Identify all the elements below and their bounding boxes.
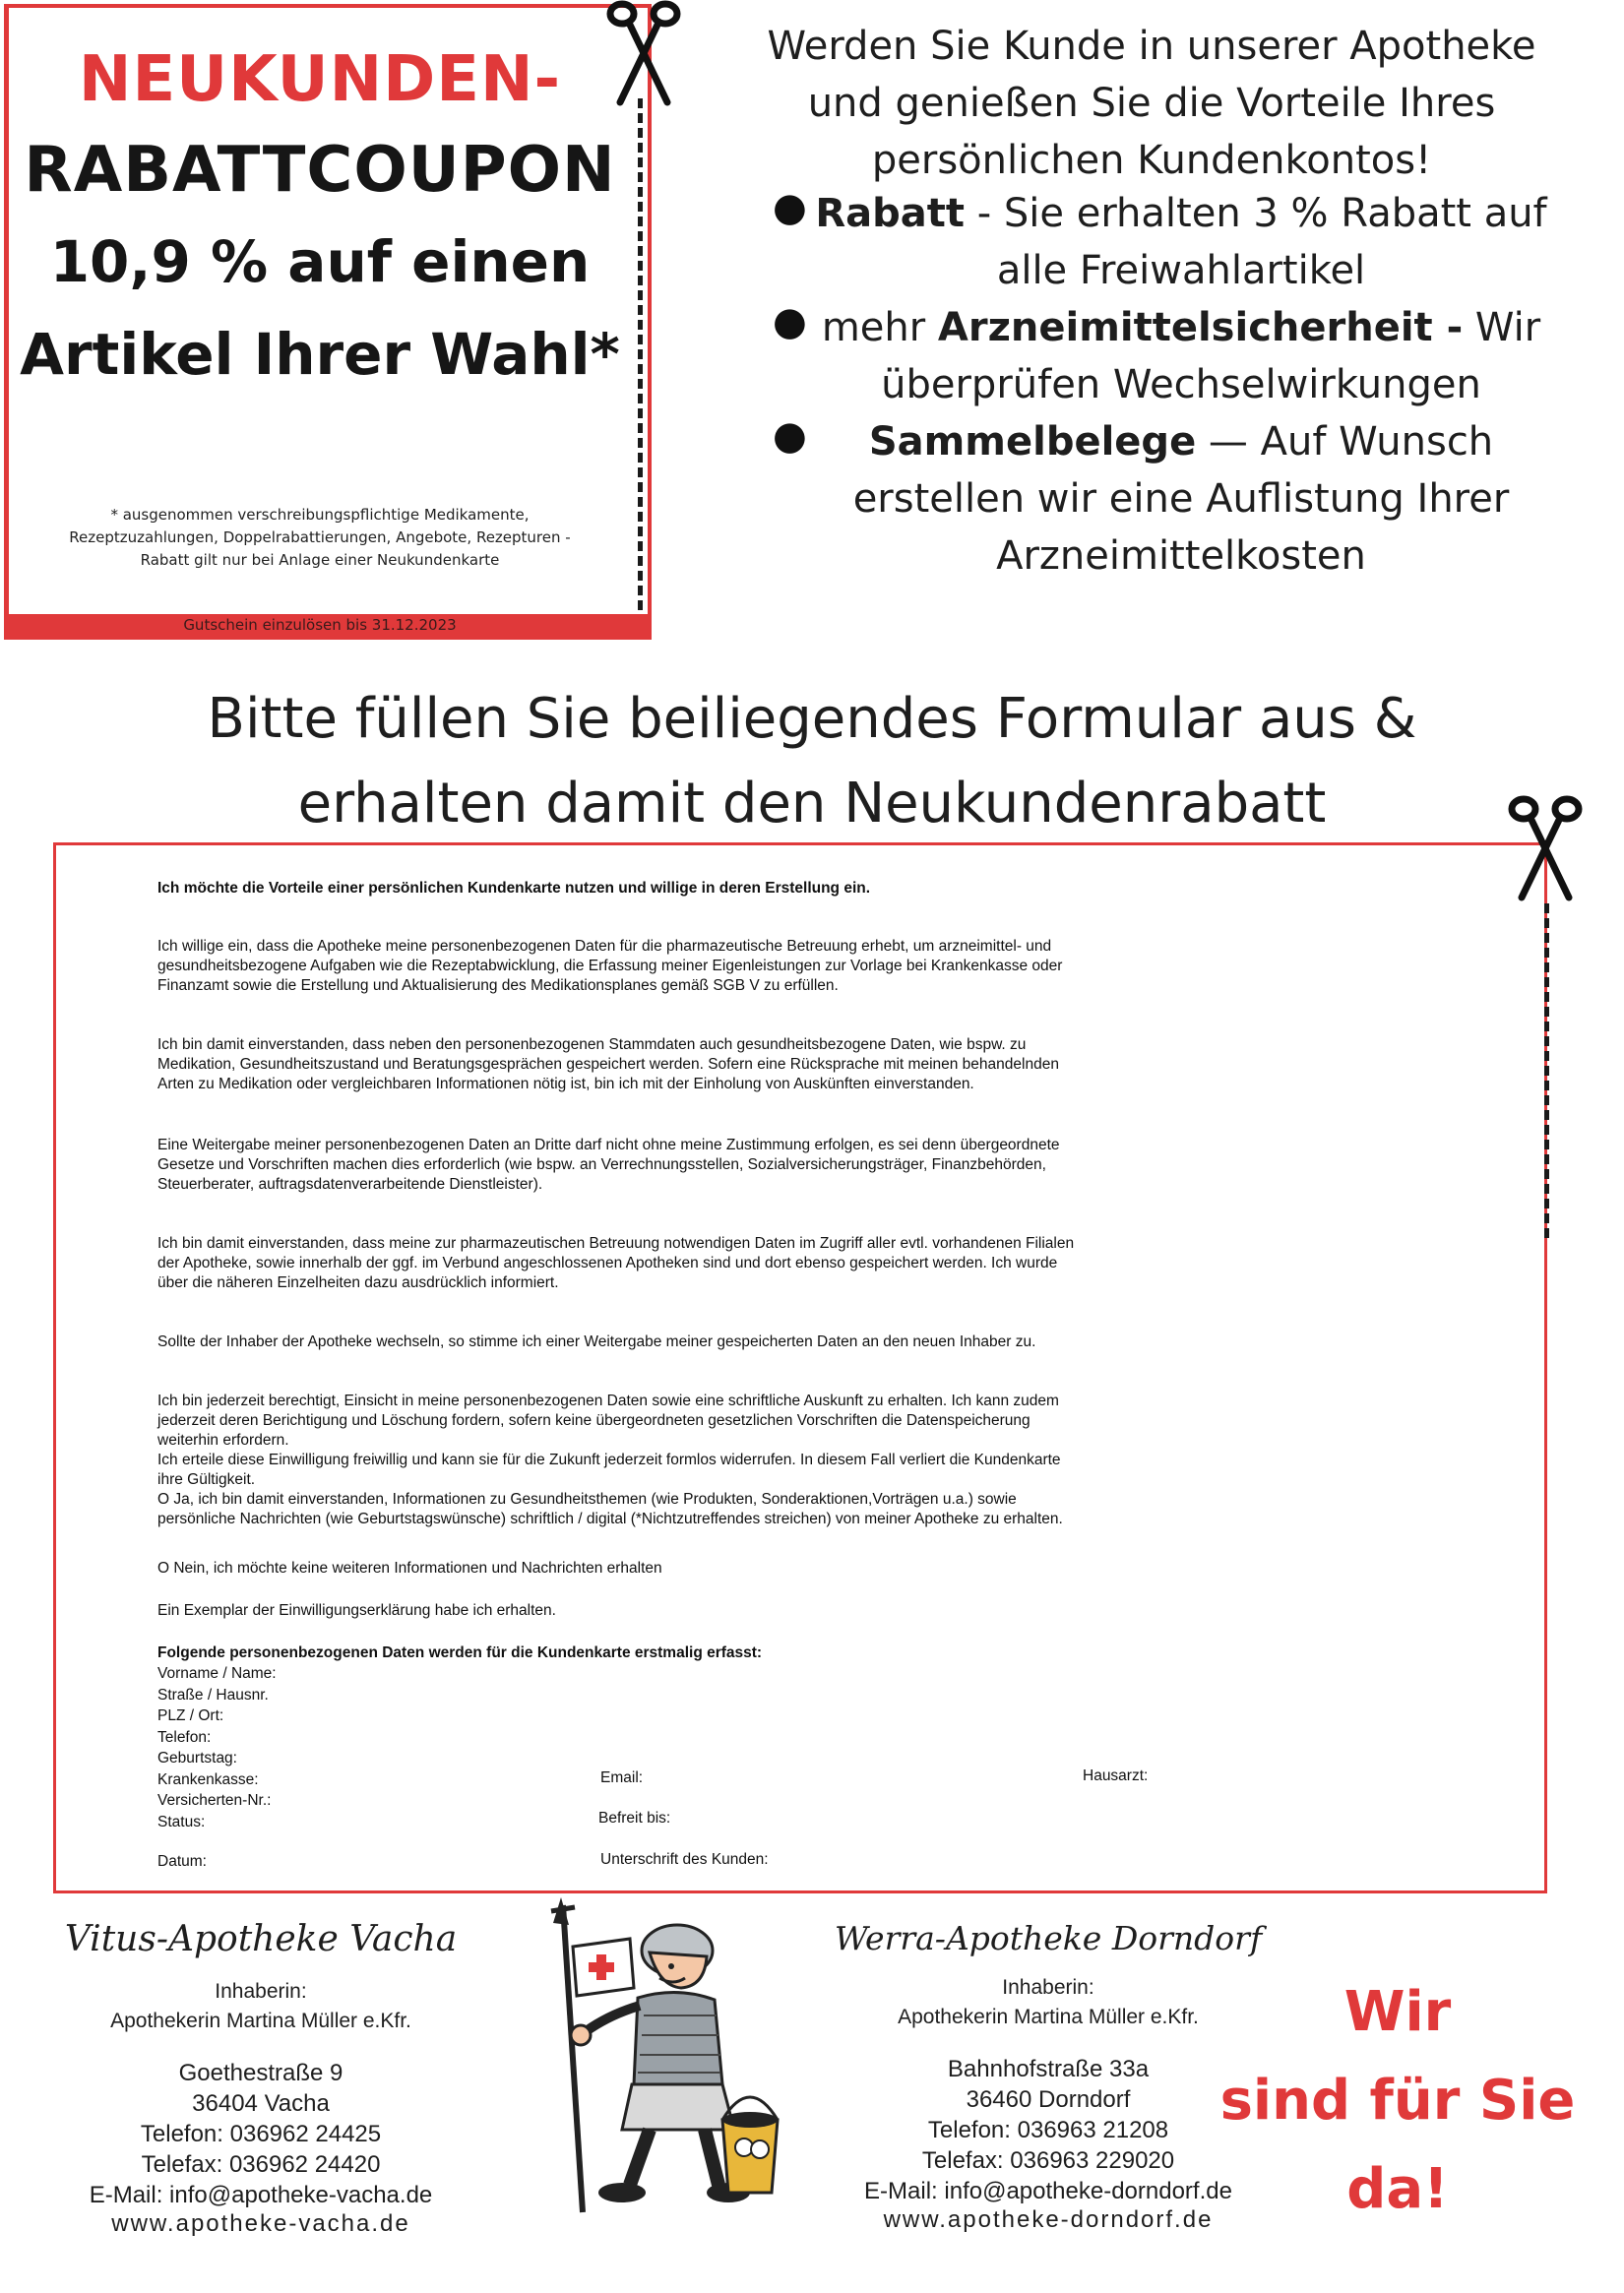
coupon-validity: Gutschein einzulösen bis 31.12.2023	[183, 616, 457, 634]
form-line: jederzeit deren Berichtigung und Löschung fordern, sofern keine übergeordneten gesetzlichen Vorschriften die Datenspeicherung	[157, 1412, 1031, 1429]
intro-line: persönlichen Kundenkontos!	[871, 138, 1432, 183]
form-line: Finanzamt sowie die Erstellung und Aktualisierung des Medikationsplanes gemäß SGB V zu erfüllen.	[157, 977, 839, 994]
benefit-sicherheit	[758, 299, 1604, 413]
field-unterschrift[interactable]: Unterschrift des Kunden:	[600, 1851, 769, 1868]
field-krankenkasse[interactable]: Krankenkasse:	[157, 1770, 259, 1788]
form-line: Medikation, Gesundheitszustand und Beratungsgesprächen gespeichert werden. Sofern eine Rücksprache mit meinen behandelnden	[157, 1056, 1059, 1073]
benefit-text: erstellen wir eine Auflistung Ihrer	[852, 476, 1510, 522]
tagline-line: da!	[1346, 2157, 1449, 2221]
store-name: Vitus-Apotheke Vacha	[64, 1919, 458, 1959]
intro-line: und genießen Sie die Vorteile Ihres	[807, 81, 1496, 126]
store-phone: Telefon: 036963 21208	[927, 2117, 1169, 2143]
intro-line: Werden Sie Kunde in unserer Apotheke	[767, 24, 1536, 69]
form-paragraph: Sollte der Inhaber der Apotheke wechseln, so stimme ich einer Weitergabe meiner gespeicherten Daten an den neuen Inhaber zu.	[157, 1333, 1036, 1350]
benefit-bold: Rabatt	[815, 191, 966, 236]
field-telefon[interactable]: Telefon:	[157, 1728, 212, 1746]
field-versicherten-nr[interactable]: Versicherten-Nr.:	[157, 1792, 272, 1809]
form-line: über die näheren Einzelheiten dazu ausdrücklich informiert.	[157, 1274, 559, 1291]
tagline	[1206, 1968, 1590, 2234]
benefit-text: — Auf Wunsch	[1196, 419, 1494, 465]
field-status[interactable]: Status:	[157, 1813, 206, 1830]
form-line: Gesetze und Vorschriften machen dies erforderlich (wie bspw. an Verrechnungsstellen, Sozialversicherungsträger, Finanzbehörden,	[157, 1156, 1046, 1173]
form-line: persönliche Nachrichten (wie Geburtstagswünsche) schriftlich / digital (*Nichtzutreffendes streichen) von meiner Apotheke zu erhalten.	[157, 1511, 1063, 1527]
form-line: der Apotheke, sowie innerhalb der ggf. im Verbund angeschlossenen Apotheken sind und dort ebenso gespeichert werden. Ich wurde	[157, 1255, 1058, 1271]
coupon-title-neukunden: NEUKUNDEN-	[78, 43, 562, 116]
store-street: Goethestraße 9	[178, 2060, 344, 2086]
store-owner-label: Inhaberin:	[215, 1980, 307, 2003]
benefit-text: Arzneimittelkosten	[996, 533, 1366, 579]
form-paragraph	[157, 1392, 1516, 1529]
benefit-text: - Sie erhalten 3 % Rabatt auf	[965, 191, 1547, 236]
field-plz-ort[interactable]: PLZ / Ort:	[157, 1707, 224, 1724]
bullet-icon: ●	[773, 299, 807, 344]
field-strasse[interactable]: Straße / Hausnr.	[157, 1686, 269, 1704]
form-paragraph	[157, 1136, 1516, 1195]
bullet-icon: ●	[773, 413, 807, 459]
coupon-footnote	[20, 504, 620, 572]
coupon-discount-line: 10,9 % auf einen	[49, 228, 591, 295]
no-option[interactable]: O Nein, ich möchte keine weiteren Informationen und Nachrichten erhalten	[157, 1560, 662, 1577]
coupon-cut-line	[638, 98, 643, 610]
form-line: Ich bin jederzeit berechtigt, Einsicht in meine personenbezogenen Daten sowie eine schriftliche Auskunft zu erhalten. Ich kann zudem	[157, 1393, 1059, 1409]
scissors-icon	[602, 0, 685, 108]
benefit-bold: Sammelbelege	[868, 419, 1197, 465]
store-street: Bahnhofstraße 33a	[947, 2056, 1150, 2082]
fields-list	[157, 1663, 1516, 1832]
coupon-footnote-line: Rezeptzuzahlungen, Doppelrabattierungen, Angebote, Rezepturen -	[69, 528, 571, 546]
coupon-title-rabattcoupon: RABATTCOUPON	[24, 134, 616, 207]
form-line: Ich bin damit einverstanden, dass neben den personenbezogenen Stammdaten auch gesundheitsbezogene Daten, wie bspw. zu	[157, 1036, 1027, 1053]
form-line: weiterhin erfordern.	[157, 1432, 289, 1449]
store-city: 36460 Dorndorf	[966, 2086, 1131, 2113]
benefit-text: alle Freiwahlartikel	[996, 248, 1366, 293]
form-paragraph	[157, 1234, 1516, 1293]
store-fax: Telefax: 036962 24420	[141, 2151, 381, 2178]
benefit-sammelbelege	[758, 413, 1604, 585]
scissors-icon	[1504, 795, 1587, 903]
store-website-link[interactable]: www.apotheke-dorndorf.de	[883, 2206, 1214, 2233]
cta-line: erhalten damit den Neukundenrabatt	[297, 772, 1327, 836]
form-line: Ich willige ein, dass die Apotheke meine personenbezogenen Daten für die pharmazeutische Betreuung erhebt, um arzneimittel- und	[157, 938, 1052, 955]
form-line: Ich bin damit einverstanden, dass meine zur pharmazeutischen Betreuung notwendigen Daten im Zugriff aller evtl. vorhandenen Filialen	[157, 1235, 1075, 1252]
benefit-text: mehr	[821, 305, 938, 350]
knight-mascot-illustration	[512, 1897, 827, 2222]
field-vorname-name[interactable]: Vorname / Name:	[157, 1665, 277, 1682]
field-email[interactable]: Email:	[600, 1769, 644, 1786]
form-heading: Ich möchte die Vorteile einer persönlichen Kundenkarte nutzen und willige in deren Erstellung ein.	[157, 880, 871, 897]
store-owner: Apothekerin Martina Müller e.Kfr.	[110, 2010, 411, 2032]
store-email[interactable]: E-Mail: info@apotheke-vacha.de	[89, 2182, 433, 2208]
store-website-link[interactable]: www.apotheke-vacha.de	[111, 2210, 410, 2237]
benefit-text: Wir	[1463, 305, 1541, 350]
store-fax: Telefax: 036963 229020	[921, 2147, 1175, 2174]
form-line: Arten zu Medikation oder vergleichbaren Informationen nötig ist, bin ich mit der Einholung von Auskünften einverstanden.	[157, 1076, 974, 1092]
form-line: Steuerberater, auftragsdatenverarbeitende Dienstleister).	[157, 1176, 543, 1193]
form-paragraph	[157, 937, 1516, 996]
benefit-bold: Arzneimittelsicherheit -	[937, 305, 1464, 350]
form-line: ihre Gültigkeit.	[157, 1471, 256, 1488]
store-email[interactable]: E-Mail: info@apotheke-dorndorf.de	[864, 2178, 1232, 2204]
yes-option[interactable]: O Ja, ich bin damit einverstanden, Informationen zu Gesundheitsthemen (wie Produkten, Sonderaktionen,Vorträgen u.a.) sowie	[157, 1491, 1017, 1508]
coupon-article-line: Artikel Ihrer Wahl*	[20, 321, 620, 388]
form-line: Ich erteile diese Einwilligung freiwillig und kann sie für die Zukunft jederzeit formlos widerrufen. In diesem Fall verliert die Kundenkarte	[157, 1452, 1061, 1468]
benefit-rabatt	[758, 185, 1604, 299]
tagline-line: sind für Sie	[1219, 2069, 1576, 2133]
form-line: gesundheitsbezogene Aufgaben wie die Rezeptabwicklung, die Erfassung meiner Eigenleistungen zur Vorlage bei Krankenkasse oder	[157, 958, 1063, 974]
store-name: Werra-Apotheke Dorndorf	[834, 1919, 1263, 1957]
store-owner: Apothekerin Martina Müller e.Kfr.	[898, 2006, 1199, 2028]
form-paragraph	[157, 1035, 1516, 1094]
field-hausarzt[interactable]: Hausarzt:	[1083, 1767, 1149, 1784]
field-befreit-bis[interactable]: Befreit bis:	[598, 1810, 671, 1827]
form-paragraph: Ein Exemplar der Einwilligungserklärung habe ich erhalten.	[157, 1602, 556, 1619]
call-to-action	[59, 677, 1565, 846]
fields-heading: Folgende personenbezogenen Daten werden für die Kundenkarte erstmalig erfasst:	[157, 1644, 763, 1661]
store-owner-label: Inhaberin:	[1002, 1976, 1094, 1999]
tagline-line: Wir	[1343, 1980, 1452, 2044]
intro-text	[709, 18, 1594, 189]
store-city: 36404 Vacha	[192, 2090, 330, 2117]
coupon-footnote-line: * ausgenommen verschreibungspflichtige Medikamente,	[110, 506, 530, 524]
cta-line: Bitte füllen Sie beiliegendes Formular aus &	[207, 687, 1417, 751]
field-datum[interactable]: Datum:	[157, 1853, 207, 1870]
form-line: Eine Weitergabe meiner personenbezogenen Daten an Dritte darf nicht ohne meine Zustimmung erfolgen, es sei denn übergeordnete	[157, 1137, 1060, 1153]
store-vacha	[49, 1919, 472, 2238]
store-phone: Telefon: 036962 24425	[140, 2121, 382, 2147]
form-cut-line	[1544, 903, 1549, 1238]
field-geburtstag[interactable]: Geburtstag:	[157, 1750, 237, 1766]
bullet-icon: ●	[773, 185, 807, 230]
coupon-footnote-line: Rabatt gilt nur bei Anlage einer Neukundenkarte	[140, 551, 500, 569]
benefit-text: überprüfen Wechselwirkungen	[881, 362, 1481, 407]
